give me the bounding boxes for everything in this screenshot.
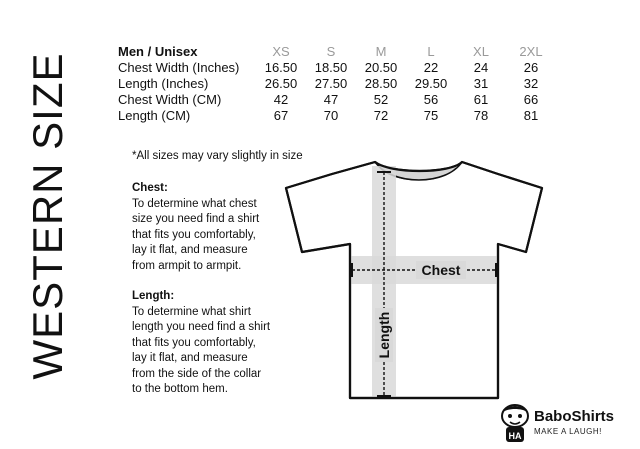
brand-tagline: MAKE A LAUGH! bbox=[534, 427, 602, 436]
size-value-cell: 72 bbox=[373, 108, 389, 123]
table-row bbox=[118, 76, 556, 92]
size-value-cell: 81 bbox=[523, 108, 539, 123]
size-header-row bbox=[118, 44, 556, 60]
size-value-cell: 26.50 bbox=[264, 76, 298, 91]
length-text-line: lay it flat, and measure bbox=[132, 352, 248, 364]
size-value-cell: 18.50 bbox=[314, 60, 348, 75]
svg-text:HA: HA bbox=[508, 431, 522, 441]
chest-label: Chest bbox=[421, 262, 461, 278]
size-value-cell: 16.50 bbox=[264, 60, 298, 75]
length-text-line: To determine what shirt bbox=[132, 305, 251, 318]
size-value-cell: 22 bbox=[423, 60, 439, 75]
row-label: Length (Inches) bbox=[118, 76, 209, 91]
table-row bbox=[118, 92, 556, 108]
size-column-header: M bbox=[375, 44, 387, 59]
baby-mascot-icon bbox=[498, 402, 532, 446]
size-chart-table bbox=[118, 44, 556, 124]
row-label: Chest Width (CM) bbox=[118, 92, 222, 107]
size-value-cell: 56 bbox=[423, 92, 439, 107]
chest-text-line: from armpit to armpit. bbox=[132, 259, 242, 272]
size-value-cell: 27.50 bbox=[314, 76, 348, 91]
table-row bbox=[118, 60, 556, 76]
row-label: Chest Width (Inches) bbox=[118, 60, 240, 75]
vertical-title: WESTERN SIZE bbox=[24, 52, 71, 380]
length-text-line: that fits you comfortably, bbox=[132, 336, 256, 349]
size-column-header: XL bbox=[473, 44, 489, 59]
size-value-cell: 61 bbox=[473, 92, 489, 107]
length-text-line: from the side of the collar bbox=[132, 367, 262, 380]
size-column-header: S bbox=[326, 44, 336, 59]
brand-logo bbox=[498, 400, 638, 446]
tshirt-diagram bbox=[280, 158, 560, 402]
size-value-cell: 47 bbox=[323, 92, 339, 107]
size-value-cell: 66 bbox=[523, 92, 539, 107]
length-text-line: to the bottom hem. bbox=[132, 383, 228, 395]
length-text-line: length you need find a shirt bbox=[132, 321, 271, 333]
table-header-label: Men / Unisex bbox=[118, 44, 198, 59]
length-label: Length bbox=[376, 311, 392, 359]
brand-name: BaboShirts bbox=[534, 408, 615, 425]
chest-text-line: To determine what chest bbox=[132, 197, 257, 210]
chest-text-line: size you need find a shirt bbox=[132, 213, 260, 225]
size-value-cell: 24 bbox=[473, 60, 489, 75]
size-value-cell: 75 bbox=[423, 108, 439, 123]
chest-text-line: lay it flat, and measure bbox=[132, 244, 248, 256]
size-column-header: 2XL bbox=[519, 44, 543, 59]
size-value-cell: 78 bbox=[473, 108, 489, 123]
size-value-cell: 29.50 bbox=[414, 76, 448, 91]
size-column-header: XS bbox=[272, 44, 290, 59]
length-heading: Length: bbox=[132, 290, 175, 302]
size-value-cell: 70 bbox=[323, 108, 339, 123]
size-value-cell: 20.50 bbox=[364, 60, 398, 75]
size-value-cell: 32 bbox=[523, 76, 539, 91]
size-variance-note: *All sizes may vary slightly in size bbox=[132, 150, 303, 162]
row-label: Length (CM) bbox=[118, 108, 191, 123]
size-value-cell: 28.50 bbox=[364, 76, 398, 91]
size-value-cell: 67 bbox=[273, 108, 289, 123]
size-value-cell: 42 bbox=[273, 92, 289, 107]
size-value-cell: 52 bbox=[373, 92, 389, 107]
size-value-cell: 31 bbox=[473, 76, 489, 91]
size-column-header: L bbox=[427, 44, 435, 59]
chest-heading: Chest: bbox=[132, 182, 168, 194]
chest-text-line: that fits you comfortably, bbox=[132, 228, 256, 241]
size-value-cell: 26 bbox=[523, 60, 539, 75]
table-row bbox=[118, 108, 556, 124]
